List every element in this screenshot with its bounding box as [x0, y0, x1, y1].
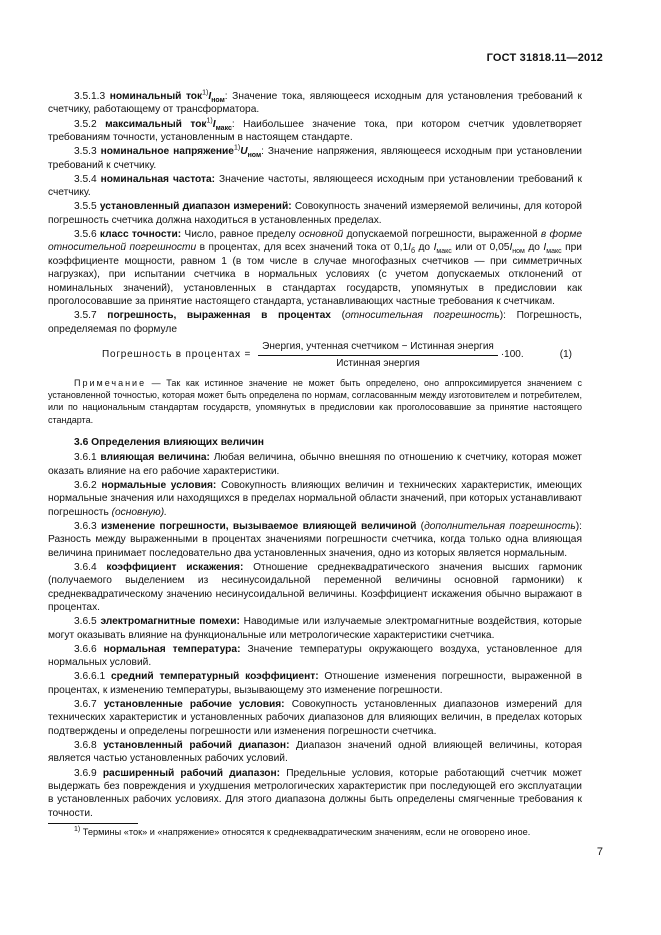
text-run: Число, равное пределу — [181, 229, 299, 241]
symbol-subscript: ном — [211, 97, 225, 105]
text-run: до — [524, 242, 544, 254]
term: номинальный ток — [109, 91, 203, 102]
note — [48, 377, 582, 426]
text-run: ( — [416, 520, 425, 532]
term: коэффициент искажения: — [106, 561, 244, 573]
formula-1 — [48, 340, 582, 370]
def-3-5-6 — [48, 228, 582, 308]
symbol-subscript: макс — [436, 248, 452, 256]
footnote-divider — [48, 823, 138, 824]
term: максимальный ток — [105, 118, 207, 130]
symbol-subscript: макс — [215, 124, 232, 132]
def-3-5-4 — [48, 173, 582, 200]
definition-text: Отношение изменения погрешности, выраженной в процентах, к изменению температуры, вызывающему это изменение погрешности. — [48, 671, 582, 696]
footnote-ref: 1) — [206, 117, 213, 125]
clause-number: 3.5.5 — [74, 201, 100, 213]
term: расширенный рабочий диапазон: — [102, 767, 281, 779]
page-number: 7 — [596, 846, 603, 858]
term: установленный рабочий диапазон: — [103, 740, 290, 752]
term: установленные рабочие условия: — [103, 699, 285, 711]
term: номинальная частота: — [100, 173, 216, 185]
clause-number: 3.5.6 — [74, 229, 100, 241]
symbol: I — [208, 91, 212, 102]
clause-number: 3.6.7 — [74, 699, 104, 711]
term: погрешность, выраженная в процентах — [107, 310, 331, 322]
def-3-6-5 — [48, 615, 582, 642]
definition-text: Отношение среднеквадратического значения высших гармоник (получаемого выделением из несинусоидальной переменной величины основной гармоники) к среднеквадратическому значению несинусоидальной величины. Коэффициент искажения обычно выражают в процентах. — [48, 561, 582, 613]
equation-number: (1) — [559, 349, 572, 361]
text-run: ): Погрешность, определяемая по формуле — [48, 310, 583, 335]
clause-number: 3.6.1 — [74, 452, 101, 464]
clause-number: 3.6.6.1 — [74, 671, 111, 683]
note-label: Примечание — [74, 377, 147, 388]
definition-text: Совокупность значений измеряемой величины, для которой погрешность счетчика должна находиться в установленных пределах. — [48, 201, 582, 226]
footnote-ref: 1) — [202, 89, 209, 97]
clause-number: 3.5.2 — [74, 118, 106, 130]
def-3-5-3 — [48, 145, 582, 172]
clause-number: 3.6.8 — [74, 740, 104, 752]
text-run: в процентах, для всех значений тока от 0,1 — [196, 242, 409, 254]
footnote-ref: 1) — [233, 144, 241, 152]
clause-number: 3.5.7 — [74, 310, 108, 322]
clause-number: 3.6.3 — [74, 520, 102, 532]
symbol-subscript: макс — [546, 248, 562, 256]
symbol: I — [212, 118, 216, 130]
term: влияющая величина: — [100, 452, 210, 464]
formula-lhs: Погрешность в процентах = — [102, 349, 252, 361]
symbol-subscript: ном — [512, 248, 525, 256]
text-italic: относительная погрешность — [345, 310, 500, 322]
def-3-6-6-1 — [48, 670, 582, 697]
text-run: допускаемой погрешности, выраженной — [343, 229, 541, 241]
def-3-6-7 — [48, 698, 582, 738]
symbol: I — [408, 242, 411, 254]
footnote — [74, 827, 584, 837]
clause-number: 3.6.5 — [74, 616, 101, 628]
term: нормальные условия: — [101, 479, 217, 491]
definition-text: Наводимые или излучаемые электромагнитные воздействия, которые могут оказывать влияние на функциональные или метрологические характеристики счетчика. — [48, 616, 582, 641]
def-3-6-9 — [48, 767, 582, 821]
formula-numerator: Энергия, учтенная счетчиком − Истинная энергия — [258, 340, 498, 355]
def-3-6-8 — [48, 739, 582, 766]
def-3-5-2 — [48, 118, 582, 145]
text-run: ): Разность между выраженными в процентах значениями погрешности счетчика, когда только одна влияющая величина принимает последовательно два установленных значения, одно из которых является нормальным. — [48, 520, 582, 559]
term: номинальное напряжение — [100, 146, 234, 158]
symbol: I — [543, 242, 547, 254]
text-run: до — [415, 242, 434, 254]
document-header: ГОСТ 31818.11—2012 — [486, 52, 603, 64]
def-3-6-3 — [48, 520, 582, 560]
def-3-5-5 — [48, 200, 582, 227]
formula-denominator: Истинная энергия — [336, 357, 420, 369]
formula-factor: ·100. — [500, 349, 524, 361]
symbol-subscript: б — [411, 248, 416, 256]
def-3-6-4 — [48, 561, 582, 615]
term: средний температурный коэффициент: — [110, 671, 319, 683]
def-3-5-7 — [48, 309, 582, 336]
definition-text: : Наибольшее значение тока, при котором счетчик удовлетворяет требованиям точности, установленным в настоящем стандарте. — [48, 118, 582, 144]
definition-text: : Значение тока, являющееся исходным для установления требований к счетчику, работающему от трансформатора. — [48, 91, 582, 116]
term: класс точности: — [99, 229, 182, 241]
text-italic: дополнительная погрешность — [424, 520, 576, 532]
symbol: I — [509, 242, 513, 254]
text-run: при коэффициенте мощности, равном 1 (в том числе в случае многофазных счетчиков — при симметричных нагрузках), при испытании счетчика в нормальных условиях (с учетом допускаемых отклонений от номинальных значений), установленных в стандартах государств, упомянутых в предисловии как проголосовавшие за принятие настоящего стандарта, устанавливающих частные требования к счетчикам. — [48, 242, 582, 308]
footnote-text: Термины «ток» и «напряжение» относятся к среднеквадратическим значениям, если не оговорено иное. — [80, 827, 531, 837]
formula-fraction — [258, 340, 498, 370]
def-3-6-6 — [48, 643, 582, 670]
section-heading: 3.6 Определения влияющих величин — [74, 436, 265, 448]
definition-text: Совокупность влияющих величин и технических характеристик, имеющих нормальные значения или находящихся в пределах нормальной области значений, при которых устанавливают погрешность — [48, 479, 582, 518]
clause-number: 3.6.9 — [74, 767, 103, 779]
text-italic: в форме относительной погрешности — [48, 229, 582, 254]
def-3-6-1 — [48, 451, 582, 478]
clause-number: 3.6.6 — [74, 643, 104, 655]
definition-text: Значение частоты, являющееся исходным при установлении требований к счетчику. — [48, 173, 582, 199]
def-3-5-1-3 — [48, 90, 582, 117]
definition-text: Любая величина, обычно внешняя по отношению к счетчику, которая может оказать влияние на его рабочие характеристики. — [48, 452, 582, 477]
note-text: — Так как истинное значение не может быть определено, оно аппроксимируется значением с установленной точностью, которая может быть определена по нормам, согласованным между изготовителем и потребителем, или по национальным стандартам государств, упомянутых в предисловии как проголосовавшие за принятие настоящего стандарта. — [48, 377, 582, 425]
term: изменение погрешности, вызываемое влияющей величиной — [101, 520, 417, 532]
term: электромагнитные помехи: — [100, 616, 240, 628]
text-run: ( — [330, 310, 345, 322]
clause-number: 3.5.4 — [74, 173, 101, 185]
def-3-6-2 — [48, 479, 582, 519]
clause-number: 3.6.4 — [74, 561, 107, 573]
definition-text: Предельные условия, которые работающий счетчик может выдержать без повреждения и ухудшения метрологических характеристик при последующей его эксплуатации в установленных рабочих условиях. Для этого диапазона должны быть определены смягченные требования к точности. — [48, 767, 582, 819]
definition-text: Совокупность установленных диапазонов измерений для технических характеристик и установленных рабочих диапазонов для влияющих величин, в пределах которых подтверждены и определены погрешности или изменения погрешности счетчика. — [48, 699, 582, 737]
term: нормальная температура: — [103, 643, 241, 655]
text-italic: основной — [298, 229, 344, 241]
symbol-subscript: ном — [247, 152, 262, 160]
clause-number: 3.6.2 — [74, 479, 102, 491]
definition-text: Диапазон значений одной влияющей величины, которая является частью установленных рабочих условий. — [48, 740, 582, 765]
text-italic: (основную). — [111, 506, 167, 518]
clause-number: 3.5.3 — [74, 146, 101, 158]
term: установленный диапазон измерений: — [99, 201, 292, 213]
definition-text: Значение температуры окружающего воздуха, установленное для нормальных условий. — [48, 643, 582, 669]
footnote-mark: 1) — [74, 825, 81, 833]
definition-text: : Значение напряжения, являющееся исходным при установлении требований к счетчику. — [48, 146, 582, 171]
clause-number: 3.5.1.3 — [74, 91, 110, 102]
text-run: или от 0,05 — [451, 242, 510, 254]
page-content — [48, 90, 582, 821]
symbol: U — [240, 146, 248, 158]
symbol: I — [433, 242, 437, 254]
